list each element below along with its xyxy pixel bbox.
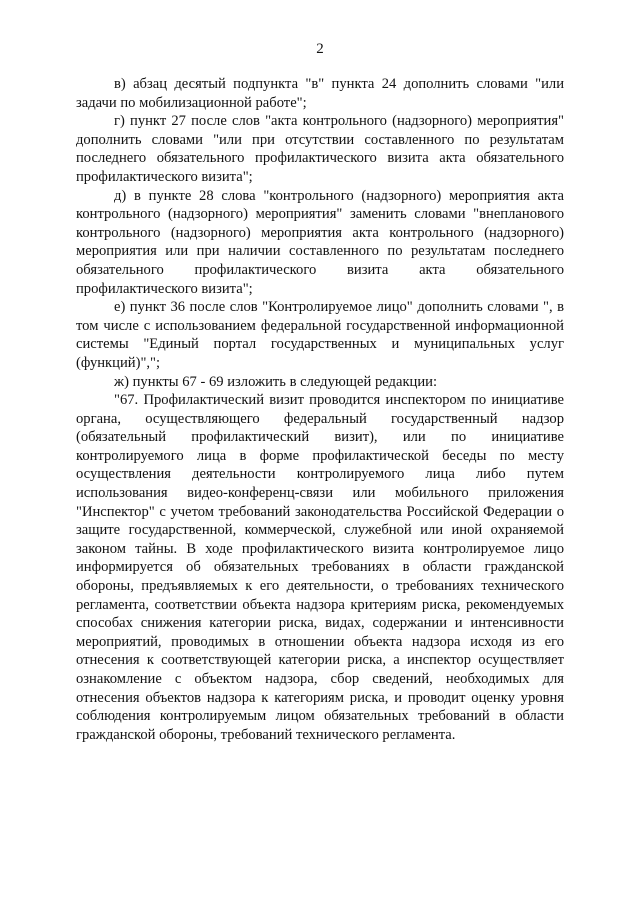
paragraph-v: в) абзац десятый подпункта "в" пункта 24 дополнить словами "или задачи по мобилизационной работе"; [76, 76, 564, 111]
paragraph-67: "67. Профилактический визит проводится инспектором по инициативе органа, осуществляющего федеральный государственный надзор (обязательный профилактический визит), или по инициативе контролируемого лица в форме профилактической беседы по месту осуществления деятельности контролируемого лица либо путем использования видео-конференц-связи или мобильного приложения "Инспектор" с учетом требований законодательства Российской Федерации о защите государственной, коммерческой, служебной или иной охраняемой законом тайны. В ходе профилактического визита контролируемое лицо информируется об обязательных требованиях в области гражданской обороны, предъявляемых к его деятельности, о требованиях технического регламента, соответствии объекта надзора критериям риска, рекомендуемых способах снижения категории риска, видах, содержании и интенсивности мероприятий, проводимых в отношении объекта надзора исходя из его отнесения к соответствующей категории риска, а инспектор осуществляет ознакомление с объектом надзора, сбор сведений, необходимых для отнесения объектов надзора к категориям риска, и проводит оценку уровня соблюдения контролируемым лицом обязательных требований в области гражданской обороны, требований технического регламента. [76, 392, 564, 743]
paragraph-g: г) пункт 27 после слов "акта контрольного (надзорного) мероприятия" дополнить словами "или при отсутствии составленного по результатам последнего обязательного профилактического визита акта обязательного профилактического визита"; [76, 113, 564, 185]
paragraph-e: е) пункт 36 после слов "Контролируемое лицо" дополнить словами ", в том числе с использованием федеральной государственной информационной системы "Единый портал государственных и муниципальных услуг (функций)","; [76, 299, 564, 371]
paragraph-zh: ж) пункты 67 - 69 изложить в следующей редакции: [114, 373, 438, 390]
document-body [76, 75, 564, 744]
paragraph-d: д) в пункте 28 слова "контрольного (надзорного) мероприятия акта контрольного (надзорного) мероприятия" заменить словами "внепланового контрольного (надзорного) мероприятия акта контрольного (надзорного) мероприятия или при наличии составленного по результатам последнего обязательного профилактического визита акта обязательного профилактического визита"; [76, 187, 564, 297]
page-number: 2 [316, 41, 324, 57]
